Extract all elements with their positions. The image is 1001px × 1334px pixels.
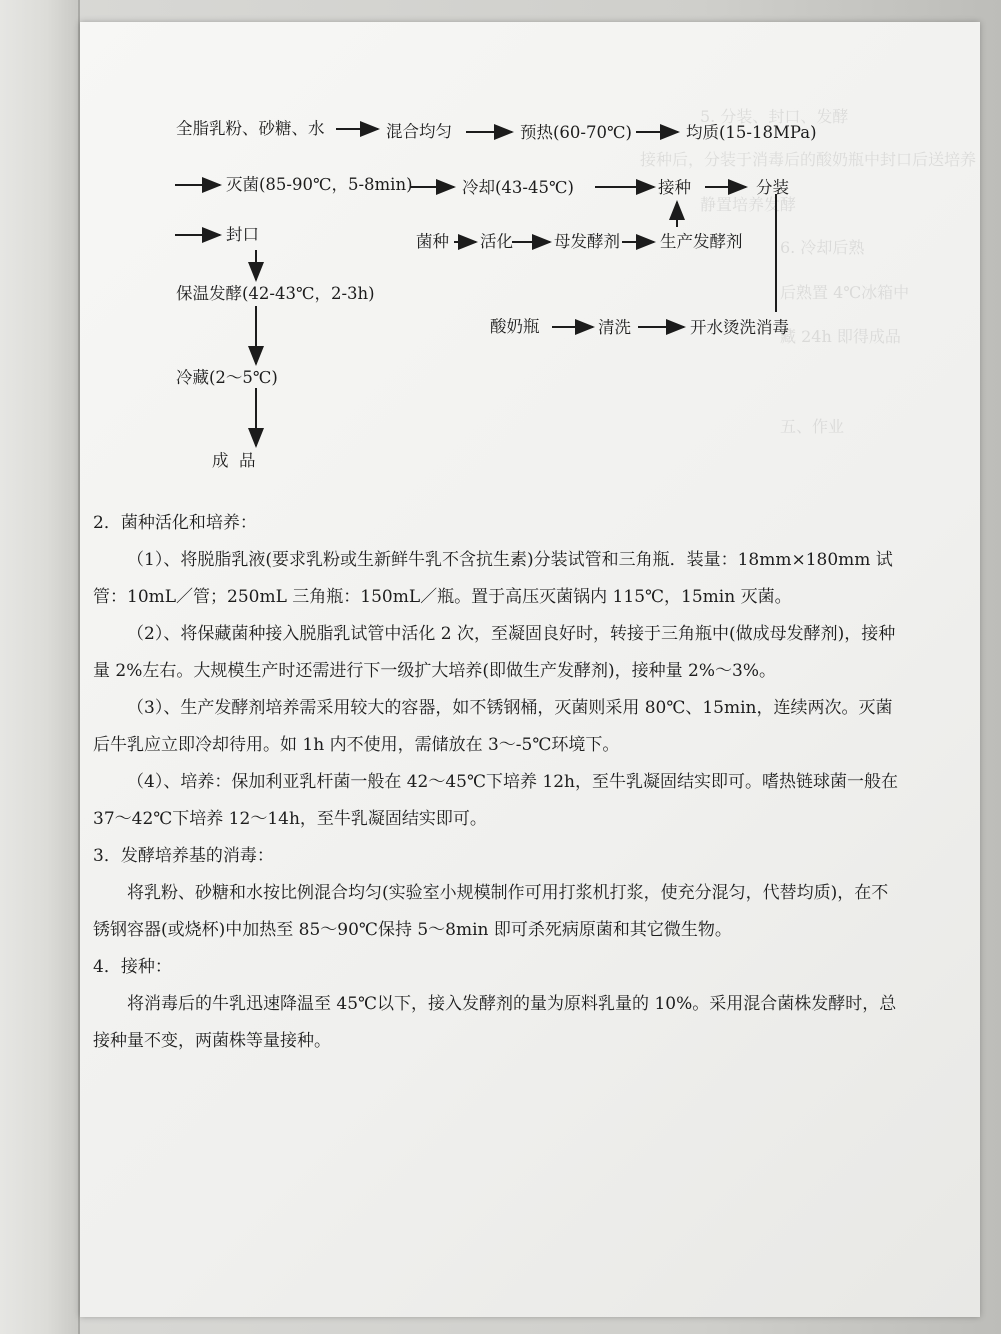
flow-node-product: 成 品 bbox=[212, 451, 256, 470]
paragraph-6: 将消毒后的牛乳迅速降温至 45℃以下，接入发酵剂的量为原料乳量的 10%。采用混合菌株发酵时，总接种量不变，两菌株等量接种。 bbox=[93, 994, 897, 1051]
show-through-text: 藏 24h 即得成品 bbox=[780, 327, 901, 346]
flow-node-sterilize: 灭菌(85-90℃，5-8min) bbox=[226, 175, 413, 194]
left-page-edge bbox=[0, 0, 80, 1334]
flow-node-production-starter: 生产发酵剂 bbox=[660, 232, 743, 251]
section-heading-2: 2．菌种活化和培养： bbox=[93, 513, 257, 533]
flow-node-activate: 活化 bbox=[480, 232, 513, 251]
paragraph-5: 将乳粉、砂糖和水按比例混合均匀(实验室小规模制作可用打浆机打浆，使充分混匀，代替均质)，在不锈钢容器(或烧杯)中加热至 85～90℃保持 5～8min 即可杀死病原菌和其它微生物。 bbox=[93, 883, 889, 940]
show-through-text: 接种后，分装于消毒后的酸奶瓶中封口后送培养 bbox=[640, 150, 977, 169]
paragraph-2: （2）、将保藏菌种接入脱脂乳试管中活化 2 次，至凝固良好时，转接于三角瓶中(做成母发酵剂)，接种量 2%左右。大规模生产时还需进行下一级扩大培养(即做生产发酵剂)，接种量 2%～3%。 bbox=[93, 624, 896, 681]
flow-node-raw-materials: 全脂乳粉、砂糖、水 bbox=[176, 119, 325, 138]
section-heading-4: 4．接种： bbox=[93, 957, 172, 977]
body-text bbox=[93, 505, 903, 1060]
show-through-text: 五、作业 bbox=[780, 417, 845, 436]
flow-node-homogenize: 均质(15-18MPa) bbox=[686, 123, 817, 142]
process-flowchart bbox=[80, 22, 980, 502]
flow-node-refrigerate: 冷藏(2～5℃) bbox=[176, 368, 278, 387]
show-through-text: 5. 分装、封口、发酵 bbox=[700, 107, 849, 126]
flow-node-seal: 封口 bbox=[226, 225, 259, 244]
paragraph-1: （1）、将脱脂乳液(要求乳粉或生新鲜牛乳不含抗生素)分装试管和三角瓶．装量：18mm×180mm 试管：10mL／管；250mL 三角瓶：150mL／瓶。置于高压灭菌锅内 115℃，15min 灭菌。 bbox=[93, 550, 893, 607]
flow-node-culture: 菌种 bbox=[416, 232, 449, 251]
flow-node-mixing: 混合均匀 bbox=[386, 122, 452, 141]
show-through-text: 6. 冷却后熟 bbox=[780, 238, 865, 257]
show-through-text: 后熟置 4℃冰箱中 bbox=[780, 283, 910, 302]
paragraph-3: （3）、生产发酵剂培养需采用较大的容器，如不锈钢桶，灭菌则采用 80℃、15min，连续两次。灭菌后牛乳应立即冷却待用。如 1h 内不使用，需储放在 3～-5℃环境下。 bbox=[93, 698, 893, 755]
flow-node-scald: 开水烫洗消毒 bbox=[690, 318, 789, 337]
flow-node-inoculate: 接种 bbox=[658, 178, 691, 197]
show-through-text: 静置培养发酵 bbox=[700, 195, 797, 214]
section-heading-3: 3．发酵培养基的消毒： bbox=[93, 846, 274, 866]
flow-node-yogurt-bottle: 酸奶瓶 bbox=[490, 317, 540, 336]
flowchart-arrows bbox=[80, 22, 980, 502]
flow-node-dispense: 分装 bbox=[756, 178, 789, 197]
paragraph-4: （4）、培养：保加利亚乳杆菌一般在 42～45℃下培养 12h，至牛乳凝固结实即可。嗜热链球菌一般在 37～42℃下培养 12～14h，至牛乳凝固结实即可。 bbox=[93, 772, 898, 829]
flow-node-incubate: 保温发酵(42-43℃，2-3h) bbox=[176, 284, 375, 303]
flow-node-mother-starter: 母发酵剂 bbox=[554, 232, 620, 251]
flow-node-preheat: 预热(60-70℃) bbox=[520, 123, 632, 142]
flow-node-wash: 清洗 bbox=[598, 318, 631, 337]
flow-node-cool: 冷却(43-45℃) bbox=[462, 178, 574, 197]
